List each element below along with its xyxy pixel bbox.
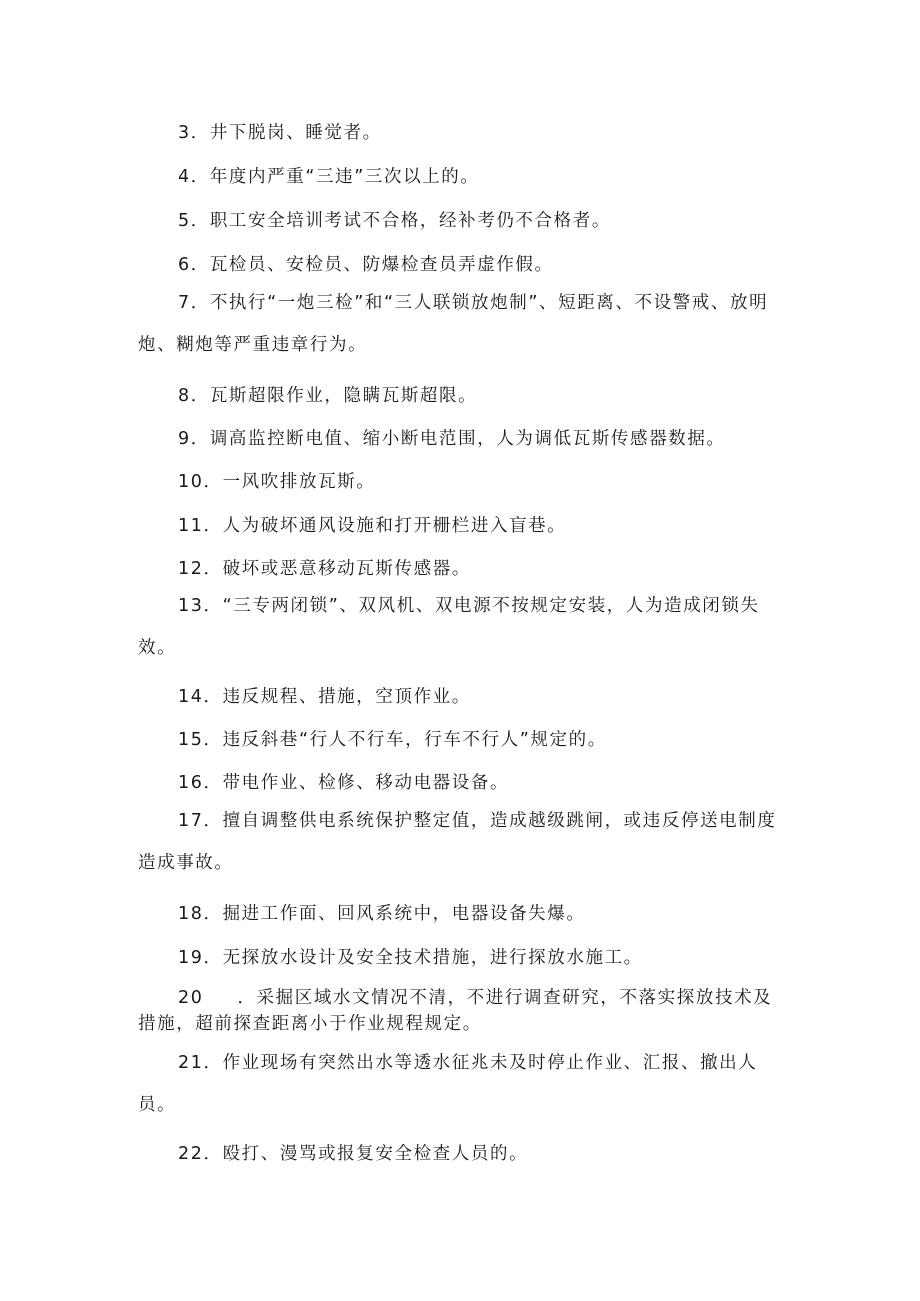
item-text: ．违反斜巷“行人不行车，行车不行人”规定的。	[203, 730, 607, 750]
item-number: 16	[178, 773, 204, 793]
list-item	[138, 944, 790, 969]
item-number: 19	[178, 948, 204, 968]
item-text: ．井下脱岗、睡觉者。	[190, 123, 382, 143]
item-text: ．一风吹排放瓦斯。	[203, 472, 376, 492]
item-text: ．带电作业、检修、移动电器设备。	[203, 773, 510, 793]
item-number: 17	[178, 811, 204, 831]
item-number: 6	[178, 255, 191, 275]
item-text: ．不执行“一炮三检”和“三人联锁放炮制”、短距离、不设警戒、放明炮、糊炮等严重违章行为。	[138, 293, 769, 355]
list-item	[138, 512, 790, 537]
item-text: ．瓦斯超限作业，隐瞒瓦斯超限。	[190, 386, 478, 406]
list-item	[138, 207, 790, 232]
list-item	[138, 119, 790, 144]
item-text: ．无探放水设计及安全技术措施，进行探放水施工。	[203, 948, 643, 968]
list-item	[138, 282, 790, 366]
item-text: ．年度内严重“三违”三次以上的。	[190, 167, 480, 187]
item-text: ．调高监控断电值、缩小断电范围，人为调低瓦斯传感器数据。	[190, 429, 726, 449]
item-number: 5	[178, 211, 191, 231]
list-item	[138, 251, 790, 276]
list-item	[138, 1042, 790, 1126]
list-item	[138, 985, 790, 1037]
list-item	[138, 585, 790, 669]
list-item	[138, 726, 790, 751]
list-item	[138, 769, 790, 794]
item-text: ．人为破坏通风设施和打开栅栏进入盲巷。	[203, 516, 567, 536]
item-number: 9	[178, 429, 191, 449]
item-text: ．职工安全培训考试不合格，经补考仍不合格者。	[190, 211, 611, 231]
item-number: 3	[178, 123, 191, 143]
item-number: 22	[178, 1144, 204, 1164]
item-text: ．作业现场有突然出水等透水征兆未及时停止作业、汇报、撤出人员。	[138, 1053, 758, 1115]
list-item	[138, 800, 790, 884]
item-text: ．破坏或恶意移动瓦斯传感器。	[203, 559, 471, 579]
item-number: 12	[178, 559, 204, 579]
list-item	[138, 382, 790, 407]
item-number: 18	[178, 904, 204, 924]
list-item	[138, 163, 790, 188]
item-number: 14	[178, 687, 204, 707]
list-item	[138, 900, 790, 925]
list-item	[138, 1140, 790, 1165]
item-number: 8	[178, 386, 191, 406]
item-number: 10	[178, 472, 204, 492]
item-text: ．“三专两闭锁”、双风机、双电源不按规定安装，人为造成闭锁失效。	[138, 596, 760, 658]
list-item	[138, 468, 790, 493]
item-text: ．采掘区域水文情况不清，不进行调查研究，不落实探放技术及措施，超前探查距离小于作业规程规定。	[138, 988, 773, 1034]
list-item	[138, 683, 790, 708]
item-number: 4	[178, 167, 191, 187]
item-text: ．掘进工作面、回风系统中，电器设备失爆。	[203, 904, 586, 924]
list-item	[138, 425, 790, 450]
item-text: ．殴打、漫骂或报复安全检查人员的。	[203, 1144, 529, 1164]
item-text: ．违反规程、措施，空顶作业。	[203, 687, 471, 707]
item-number: 13	[178, 596, 204, 616]
item-number: 11	[178, 516, 204, 536]
item-number: 7	[178, 293, 191, 313]
item-number: 20	[178, 988, 204, 1008]
item-text: ．擅自调整供电系统保护整定值，造成越级跳闸，或违反停送电制度造成事故。	[138, 811, 777, 873]
item-number: 21	[178, 1053, 204, 1073]
item-text: ．瓦检员、安检员、防爆检查员弄虚作假。	[190, 255, 554, 275]
list-item	[138, 555, 790, 580]
item-number: 15	[178, 730, 204, 750]
